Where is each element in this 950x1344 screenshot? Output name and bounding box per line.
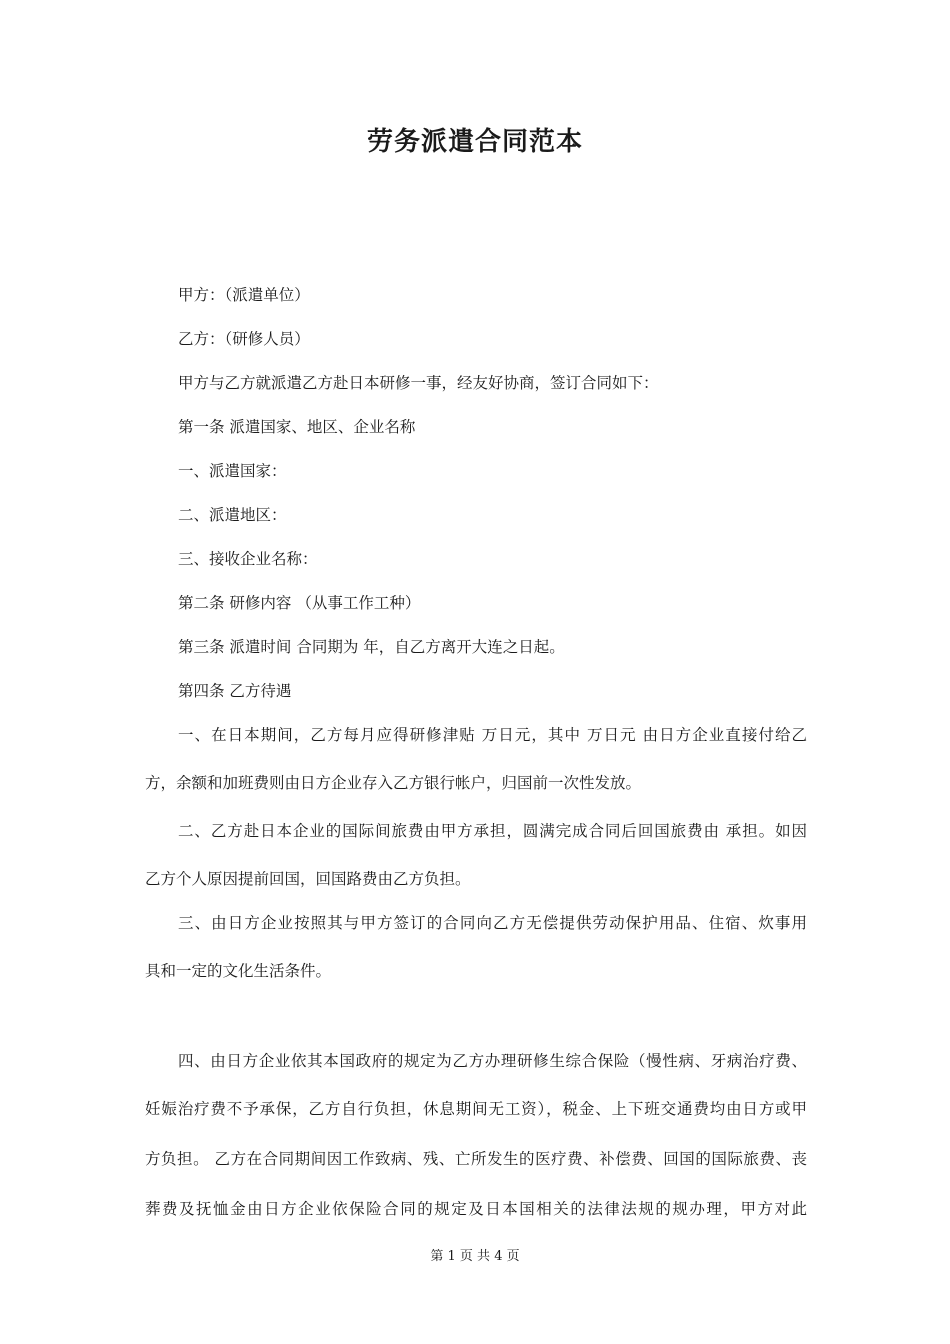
paragraph-line: 乙方个人原因提前回国，回国路费由乙方负担。 — [145, 870, 471, 888]
article-4-heading: 第四条 乙方待遇 — [178, 682, 292, 700]
paragraph-line: 二、乙方赴日本企业的国际间旅费由甲方承担，圆满完成合同后回国旅费由 承担。如因 — [178, 822, 807, 840]
paragraph-line: 一、在日本期间，乙方每月应得研修津贴 万日元，其中 万日元 由日方企业直接付给乙 — [178, 726, 807, 744]
paragraph-line: 方，余额和加班费则由日方企业存入乙方银行帐户，归国前一次性发放。 — [145, 774, 642, 792]
preamble-line: 甲方与乙方就派遣乙方赴日本研修一事，经友好协商，签订合同如下： — [178, 374, 659, 392]
paragraph-line: 具和一定的文化生活条件。 — [145, 962, 332, 980]
party-a-line: 甲方：（派遣单位） — [178, 286, 310, 304]
paragraph-line: 妊娠治疗费不予承保，乙方自行负担，休息期间无工资），税金、上下班交通费均由日方或甲 — [145, 1100, 807, 1118]
paragraph-line: 方负担。 乙方在合同期间因工作致病、残、亡所发生的医疗费、补偿费、回国的国际旅费、丧 — [145, 1150, 807, 1168]
page-footer: 第 1 页 共 4 页 — [430, 1249, 520, 1264]
article-2-heading: 第二条 研修内容 （从事工作工种） — [178, 594, 421, 612]
article-1-item-3: 三、接收企业名称： — [178, 550, 318, 568]
article-1-item-1: 一、派遣国家： — [178, 462, 287, 480]
article-3-heading: 第三条 派遣时间 合同期为 年，自乙方离开大连之日起。 — [178, 638, 565, 656]
document-title: 劳务派遣合同范本 — [366, 127, 583, 157]
article-1-heading: 第一条 派遣国家、地区、企业名称 — [178, 418, 416, 436]
article-1-item-2: 二、派遣地区： — [178, 506, 287, 524]
party-b-line: 乙方：（研修人员） — [178, 330, 310, 348]
paragraph-line: 四、由日方企业依其本国政府的规定为乙方办理研修生综合保险（慢性病、牙病治疗费、 — [178, 1052, 807, 1070]
paragraph-line: 三、由日方企业按照其与甲方签订的合同向乙方无偿提供劳动保护用品、住宿、炊事用 — [178, 914, 807, 932]
paragraph-line: 葬费及抚恤金由日方企业依保险合同的规定及日本国相关的法律法规的规办理，甲方对此 — [145, 1200, 807, 1218]
